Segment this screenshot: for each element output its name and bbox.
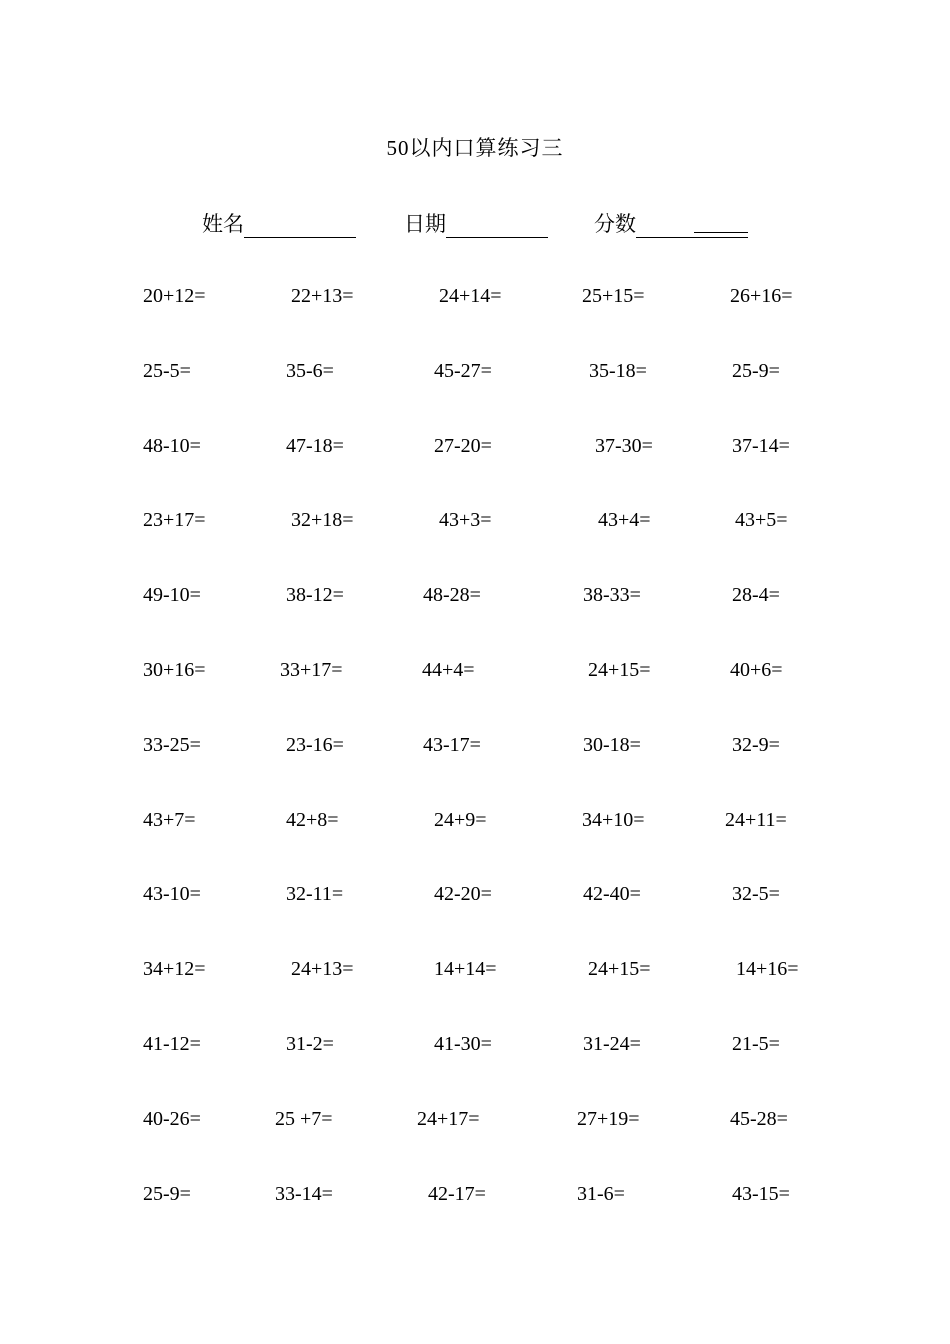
problem-item: 49-10= (143, 584, 201, 607)
score-label: 分数 (594, 212, 636, 236)
problem-item: 34+12= (143, 958, 206, 981)
problem-item: 45-27= (434, 359, 492, 382)
page-title: 50以内口算练习三 (386, 136, 564, 160)
problem-item: 37-14= (732, 434, 790, 457)
name-label: 姓名 (202, 212, 244, 236)
problem-item: 25 +7= (275, 1107, 333, 1130)
score-blank[interactable] (636, 213, 748, 238)
problem-item: 24+14= (439, 285, 502, 307)
problem-item: 23+17= (143, 509, 206, 532)
problem-item: 48-10= (143, 434, 201, 457)
problem-item: 35-6= (286, 359, 334, 382)
problem-item: 43+7= (143, 808, 196, 831)
problem-item: 42+8= (286, 808, 339, 831)
problem-item: 24+11= (725, 808, 787, 831)
problem-item: 20+12= (143, 285, 206, 307)
problem-item: 32-5= (732, 883, 780, 906)
problem-item: 25-5= (143, 359, 191, 382)
problem-item: 24+15= (588, 659, 651, 681)
problem-item: 23-16= (286, 733, 344, 756)
date-blank[interactable] (446, 213, 548, 238)
problem-item: 42-17= (428, 1182, 486, 1205)
problem-item: 22+13= (291, 285, 354, 307)
problem-item: 47-18= (286, 434, 344, 457)
problem-item: 45-28= (730, 1107, 788, 1130)
problem-item: 43+4= (598, 509, 651, 532)
problem-item: 24+15= (588, 958, 651, 981)
problem-item: 32-9= (732, 733, 780, 756)
problem-item: 27-20= (434, 434, 492, 457)
problem-item: 40+6= (730, 659, 783, 681)
problem-item: 30+16= (143, 659, 206, 681)
problem-item: 24+17= (417, 1107, 480, 1130)
problem-item: 28-4= (732, 584, 780, 607)
problem-item: 35-18= (589, 359, 647, 382)
problem-item: 43-15= (732, 1182, 790, 1205)
problem-item: 32+18= (291, 509, 354, 532)
problem-item: 43+3= (439, 509, 492, 532)
problem-item: 31-24= (583, 1033, 641, 1055)
problem-item: 33-25= (143, 733, 201, 756)
problem-item: 25+15= (582, 285, 645, 307)
problem-item: 25-9= (732, 359, 780, 382)
score-field (594, 208, 748, 238)
problem-item: 24+9= (434, 808, 487, 831)
problem-item: 31-2= (286, 1033, 334, 1055)
problem-item: 30-18= (583, 733, 641, 756)
problem-item: 43-17= (423, 733, 481, 756)
problem-item: 40-26= (143, 1107, 201, 1130)
problem-item: 38-12= (286, 584, 344, 607)
name-blank[interactable] (244, 213, 356, 238)
problem-item: 41-30= (434, 1033, 492, 1055)
problem-item: 38-33= (583, 584, 641, 607)
problem-item: 41-12= (143, 1033, 201, 1055)
problem-item: 27+19= (577, 1107, 640, 1130)
problem-item: 44+4= (422, 659, 475, 681)
problem-item: 24+13= (291, 958, 354, 981)
problem-item: 34+10= (582, 808, 645, 831)
name-field (202, 208, 356, 238)
date-field (404, 208, 548, 238)
problem-item: 26+16= (730, 285, 793, 307)
problem-item: 42-40= (583, 883, 641, 906)
problem-item: 42-20= (434, 883, 492, 906)
problem-item: 33-14= (275, 1182, 333, 1205)
problem-item: 33+17= (280, 659, 343, 681)
problem-item: 25-9= (143, 1182, 191, 1205)
problem-item: 48-28= (423, 584, 481, 607)
problem-item: 14+16= (736, 958, 799, 981)
problem-item: 43+5= (735, 509, 788, 532)
problem-item: 32-11= (286, 883, 344, 906)
problem-item: 37-30= (595, 434, 653, 457)
problem-item: 31-6= (577, 1182, 625, 1205)
problem-item: 21-5= (732, 1033, 780, 1055)
problem-item: 43-10= (143, 883, 201, 906)
date-label: 日期 (404, 212, 446, 236)
score-underline (694, 232, 748, 233)
problem-item: 14+14= (434, 958, 497, 981)
